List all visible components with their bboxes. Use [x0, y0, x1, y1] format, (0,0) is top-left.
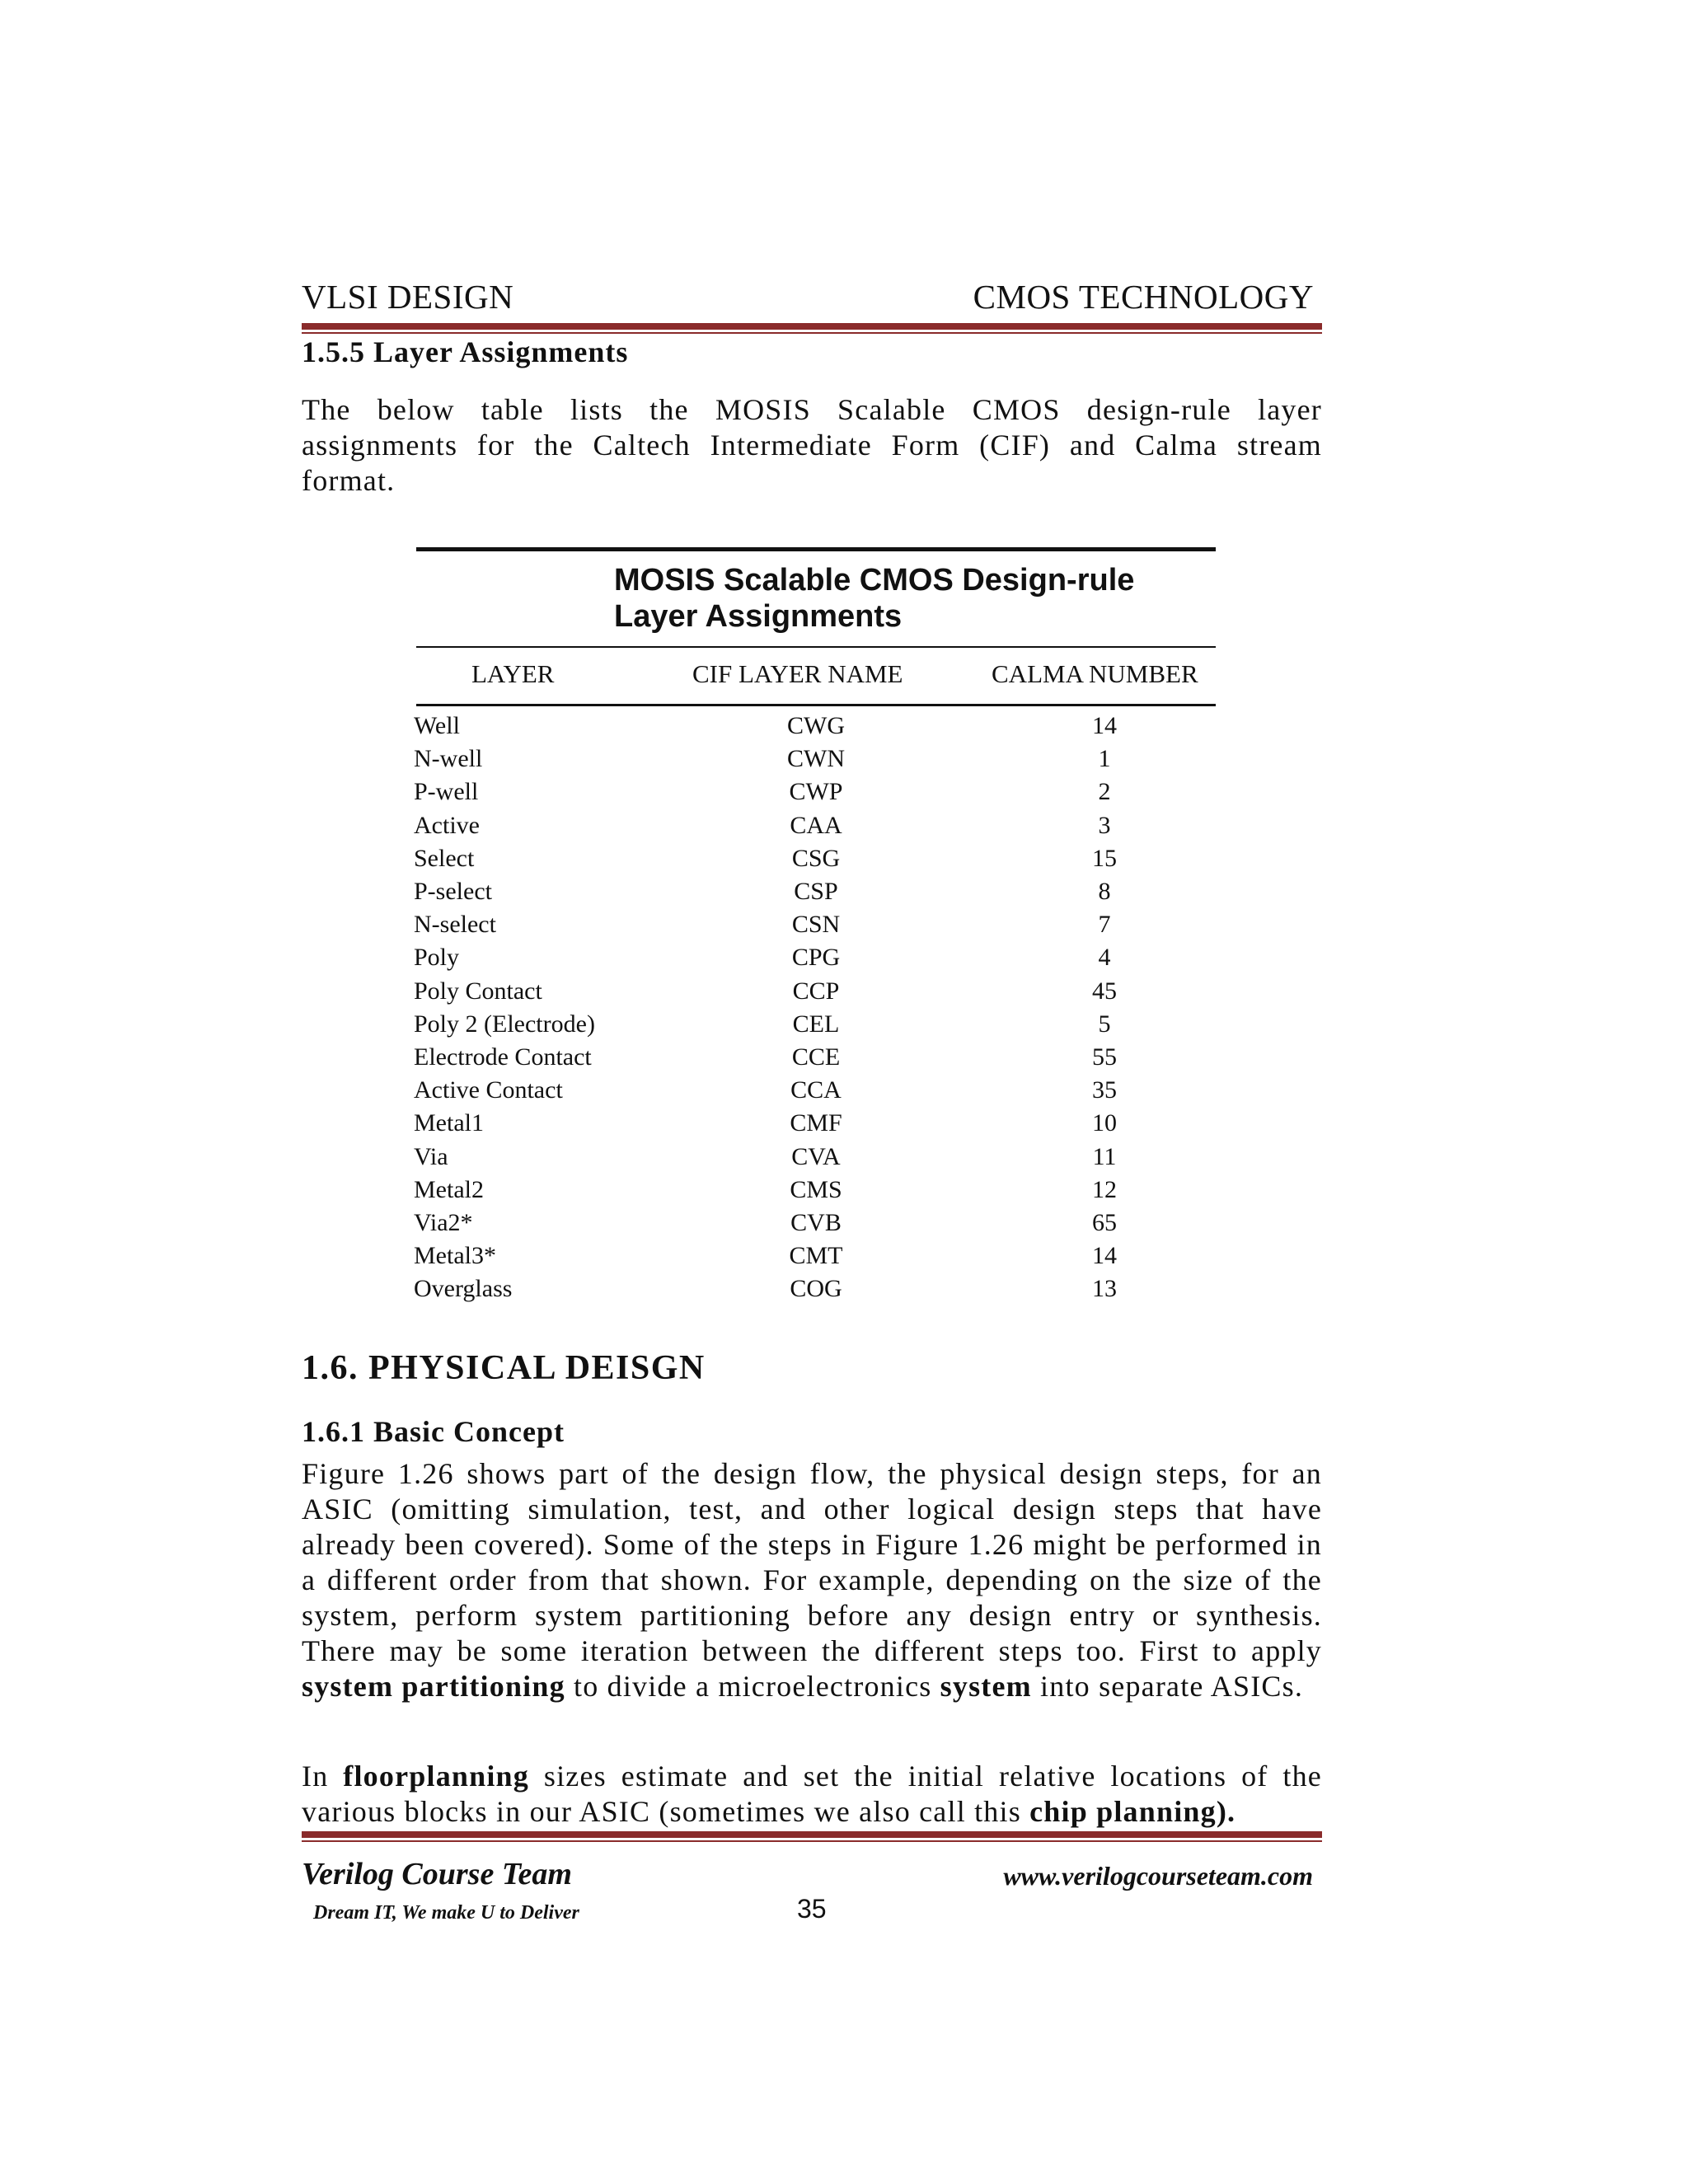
calma-cell: 14 [1092, 1242, 1117, 1269]
calma-cell: 15 [1092, 845, 1117, 872]
calma-cell: 10 [1092, 1109, 1117, 1137]
table-top-rule [416, 547, 1216, 551]
p2-mid: sizes estimate and set the initial relative locations of the various blocks in our ASIC (sometimes we also call this [302, 1760, 1322, 1828]
layer-cell: Metal2 [414, 1176, 484, 1203]
layer-cell: Poly [414, 944, 460, 971]
section-161-paragraph-2 [302, 1759, 1322, 1830]
layer-cell: Metal3* [414, 1242, 496, 1269]
page-number: 35 [797, 1894, 827, 1924]
calma-cell: 55 [1092, 1043, 1117, 1071]
section-heading-155: 1.5.5 Layer Assignments [302, 335, 629, 368]
cif-cell: CWN [787, 745, 845, 772]
cif-cell: CWP [789, 778, 843, 805]
table-title-line2: Layer Assignments [614, 599, 903, 634]
cif-cell: CMS [790, 1176, 842, 1203]
cif-cell: CCP [792, 977, 840, 1005]
layer-cell: Select [414, 845, 475, 872]
cif-cell: CSP [794, 878, 838, 905]
footer-team: Verilog Course Team [302, 1857, 572, 1891]
layer-cell: Poly Contact [414, 977, 542, 1005]
cif-cell: CMF [790, 1109, 842, 1137]
table-header-bottom-rule [416, 704, 1216, 706]
calma-cell: 2 [1098, 778, 1111, 805]
cif-cell: COG [790, 1275, 842, 1302]
cif-cell: CAA [790, 812, 842, 839]
layer-cell: Via [414, 1143, 448, 1170]
calma-cell: 13 [1092, 1275, 1117, 1302]
section-heading-16: 1.6. PHYSICAL DEISGN [302, 1349, 706, 1387]
cif-cell: CCE [791, 1043, 841, 1071]
cif-cell: CSG [791, 845, 841, 872]
layer-cell: N-well [414, 745, 483, 772]
cif-cell: CMT [789, 1242, 843, 1269]
calma-cell: 8 [1098, 878, 1111, 905]
calma-cell: 4 [1098, 944, 1111, 971]
calma-cell: 65 [1092, 1209, 1117, 1236]
layer-cell: Metal1 [414, 1109, 484, 1137]
section-155-intro: The below table lists the MOSIS Scalable CMOS design-rule layer assignments for the Caltech Intermediate Form (CIF) and Calma stream format. [302, 393, 1322, 497]
layer-cell: P-select [414, 878, 492, 905]
cif-cell: CPG [791, 944, 841, 971]
section-heading-161: 1.6.1 Basic Concept [302, 1415, 565, 1448]
header-rule [302, 323, 1322, 330]
footer-website[interactable]: www.verilogcourseteam.com [1003, 1861, 1313, 1891]
layer-cell: Electrode Contact [414, 1043, 592, 1071]
cif-cell: CEL [792, 1010, 840, 1038]
col-header-calma: CALMA NUMBER [992, 659, 1198, 688]
table-title-line1: MOSIS Scalable CMOS Design-rule [614, 563, 1135, 598]
cif-cell: CSN [791, 911, 841, 938]
p2-bold-floorplanning: floorplanning [343, 1760, 529, 1793]
header-left: VLSI DESIGN [302, 278, 514, 316]
footer-rule [302, 1831, 1322, 1838]
section-161-paragraph-1 [302, 1456, 1322, 1704]
table-header-top-rule [416, 646, 1216, 648]
p1-text: Figure 1.26 shows part of the design flow, the physical design steps, for an ASIC (omitting simulation, test, and other logical design steps that have already been covered). Some of the steps in Figure 1.26 might be performed in a different order from that shown. For example, depending on the size of the system, perform system partitioning before any design entry or synthesis. There may be some iteration between the different steps too. First to apply [302, 1457, 1322, 1667]
calma-cell: 45 [1092, 977, 1117, 1005]
p1-mid: to divide a microelectronics [565, 1670, 940, 1703]
col-header-layer: LAYER [471, 659, 555, 688]
layer-cell: Via2* [414, 1209, 473, 1236]
calma-cell: 12 [1092, 1176, 1117, 1203]
calma-cell: 1 [1098, 745, 1111, 772]
p2-start: In [302, 1760, 344, 1793]
header-rule-thin [302, 332, 1322, 334]
cif-cell: CVA [791, 1143, 841, 1170]
p1-bold-system-partitioning: system partitioning [302, 1670, 565, 1703]
layer-cell: Active [414, 812, 480, 839]
layer-cell: Active Contact [414, 1076, 563, 1104]
layer-cell: N-select [414, 911, 496, 938]
layer-cell: Well [414, 712, 460, 739]
footer-tagline: Dream IT, We make U to Deliver [313, 1902, 579, 1924]
header-right: CMOS TECHNOLOGY [973, 278, 1314, 316]
calma-cell: 5 [1098, 1010, 1111, 1038]
cif-cell: CWG [787, 712, 845, 739]
p1-end: into separate ASICs. [1031, 1670, 1304, 1703]
cif-cell: CCA [790, 1076, 842, 1104]
calma-cell: 11 [1092, 1143, 1117, 1170]
cif-cell: CVB [790, 1209, 842, 1236]
calma-cell: 35 [1092, 1076, 1117, 1104]
table-title [614, 562, 1290, 635]
calma-cell: 7 [1098, 911, 1111, 938]
calma-cell: 14 [1092, 712, 1117, 739]
col-header-cif: CIF LAYER NAME [692, 659, 903, 688]
layer-cell: Overglass [414, 1275, 513, 1302]
layer-cell: Poly 2 (Electrode) [414, 1010, 595, 1038]
calma-cell: 3 [1098, 812, 1111, 839]
layer-cell: P-well [414, 778, 479, 805]
footer-rule-thin [302, 1840, 1322, 1842]
p1-bold-system: system [940, 1670, 1032, 1703]
p2-bold-chip-planning: chip planning). [1029, 1795, 1236, 1828]
